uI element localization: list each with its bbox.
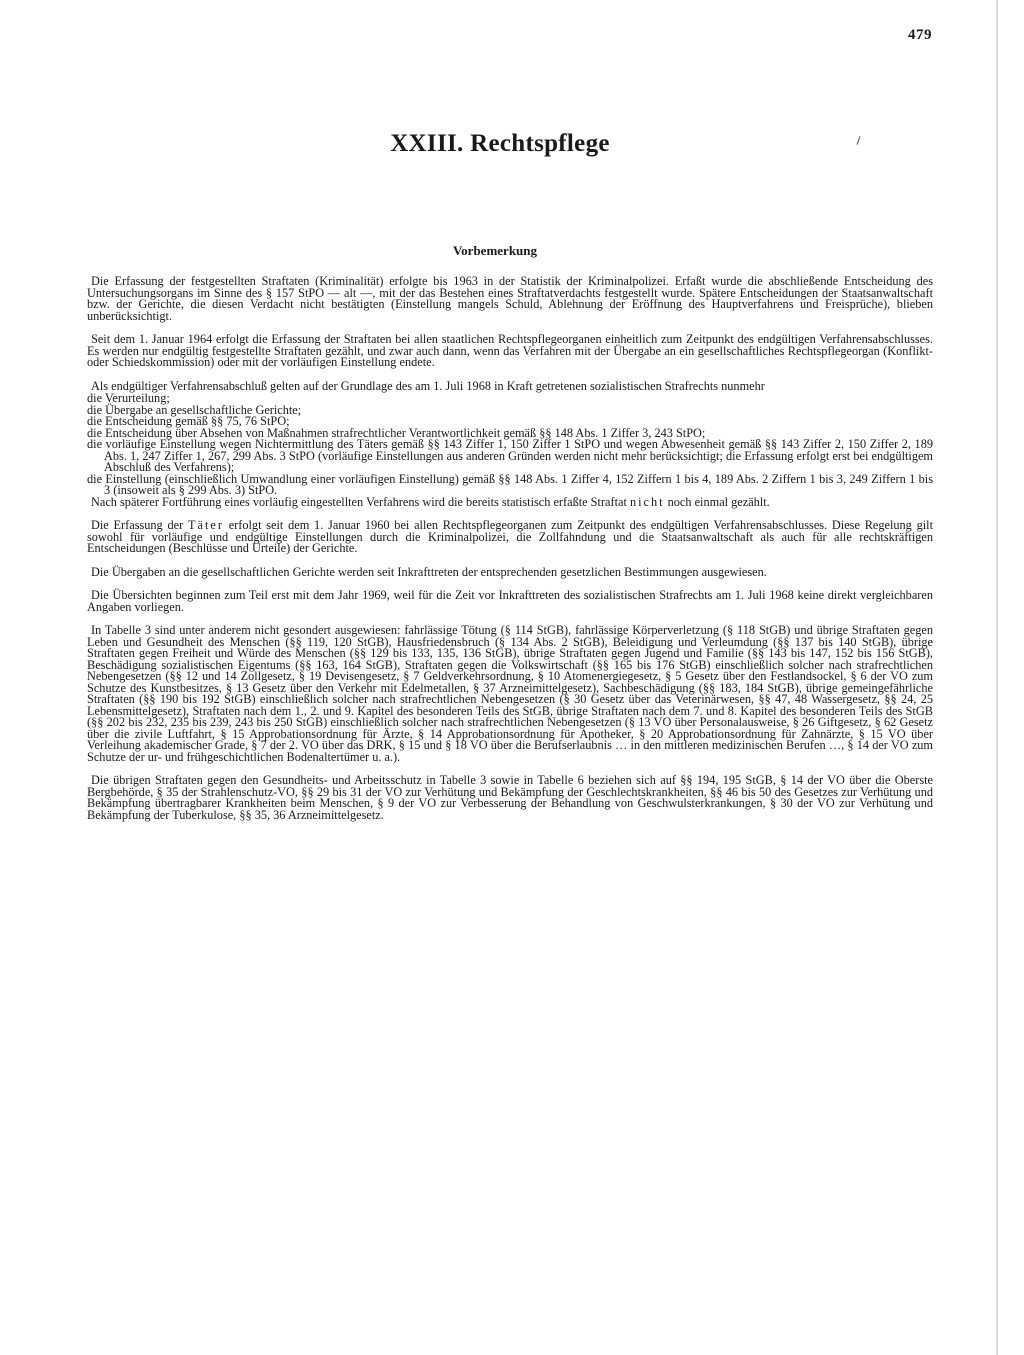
paragraph-8: In Tabelle 3 sind unter anderem nicht gesondert ausgewiesen: fahrlässige Tötung (§ 114 StGB), fahrlässige Körperverletzung (§ 118 StGB) und übrige Straftaten gegen Leben und Gesundheit des Menschen (§§ 119, 120 StGB), Hausfriedensbruch (§ 134 Abs. 2 StGB), Beleidigung und Verleumdung (§§ 137 bis 140 StGB), übrige Straftaten gegen Freiheit und Würde des Menschen (§§ 129 bis 133, 135, 136 StGB), übrige Straftaten gegen Jugend und Familie (§§ 143 bis 147, 152 bis 156 StGB), Beschädigung sozialistischen Eigentums (§§ 163, 164 StGB), Straftaten gegen die Volkswirtschaft (§§ 165 bis 176 StGB) einschließlich solcher nach strafrechtlichen Nebengesetzen (§§ 12 und 14 Zollgesetz, § 19 Devisengesetz, § 7 Geldverkehrsordnung, § 10 Atomenergiegesetz, § 5 Gesetz über den Festlandsockel, § 6 der VO zum Schutze des Kunstbesitzes, § 13 Gesetz über den Verkehr mit Edelmetallen, § 37 Arzneimittelgesetz), Sachbeschädigung (§§ 183, 184 StGB), übrige gemeingefährliche Straftaten (§§ 190 bis 192 StGB) einschließlich solcher nach strafrechtlichen Nebengesetzen (§ 30 Gesetz über das Veterinärwesen, §§ 47, 48 Wassergesetz, §§ 24, 25 Lebensmittelgesetz), Straftaten nach dem 1., 2. und 9. Kapitel des besonderen Teils des StGB, übrige Straftaten nach dem 7. und 8. Kapitel des besonderen Teils des StGB (§§ 202 bis 232, 235 bis 239, 243 bis 250 StGB) einschließlich solcher nach strafrechtlichen Nebengesetzen (§ 13 VO über Personalausweise, § 26 Giftgesetz, § 62 Gesetz über die zivile Luftfahrt, § 15 Approbationsordnung für Ärzte, § 14 Approbationsordnung für Apotheker, § 20 Approbationsordnung für Zahnärzte, § 15 VO über Verleihung akademischer Grade, § 7 der 2. VO über das DRK, § 15 und § 18 VO über die Berufserlaubnis … in den mittleren medizinischen Berufen …, § 14 der VO zum Schutze der ur- und frühgeschichtlichen Bodenaltertümer u. a.). bbox=[87, 623, 933, 764]
list-item: die Übergabe an gesellschaftliche Gerichte; bbox=[87, 402, 302, 417]
paragraph-7: Die Übersichten beginnen zum Teil erst mit dem Jahr 1969, weil für die Zeit vor Inkrafttreten des sozialistischen Strafrechts am 1. Juli 1968 keine direkt vergleichbaren Angaben vorliegen. bbox=[87, 588, 933, 614]
paragraph-4-start: Nach späterer Fortführung eines vorläufig eingestellten Verfahrens wird die bereits statistisch erfaßte Straftat bbox=[91, 494, 627, 509]
paragraph-4-emphasis: nicht bbox=[629, 494, 665, 509]
paragraph-2: Seit dem 1. Januar 1964 erfolgt die Erfassung der Straftaten bei allen staatlichen Rechtspflegeorganen einheitlich zum Zeitpunkt des endgültigen Verfahrensabschlusses. Es werden nur endgültig festgestellte Straftaten gezählt, und zwar auch dann, wenn das Verfahren mit der Übergabe an ein gesellschaftliches Rechtspflegeorgan (Konflikt- oder Schiedskommission) oder mit der vorläufigen Einstellung endete. bbox=[87, 332, 933, 369]
paragraph-9: Die übrigen Straftaten gegen den Gesundheits- und Arbeitsschutz in Tabelle 3 sowie in Tabelle 6 beziehen sich auf §§ 194, 195 StGB, § 14 der VO über die Oberste Bergbehörde, § 35 der Strahlenschutz-VO, §§ 29 bis 31 der VO zur Verhütung und Bekämpfung der Geschlechtskrankheiten, §§ 46 bis 50 des Gesetzes zur Verhütung und Bekämpfung übertragbarer Krankheiten beim Menschen, § 9 der VO zur Verbesserung der Behandlung von Geschwulsterkrankungen, § 30 der VO zur Verhütung und Bekämpfung der Tuberkulose, §§ 35, 36 Arzneimittelgesetz. bbox=[87, 773, 933, 822]
paragraph-5-emphasis: Täter bbox=[187, 518, 224, 532]
paragraph-6: Die Übergaben an die gesellschaftlichen Gerichte werden seit Inkrafttreten der entsprechenden gesetzlichen Bestimmungen ausgewiesen. bbox=[91, 564, 767, 579]
list-item: die Einstellung (einschließlich Umwandlung einer vorläufigen Einstellung) gemäß §§ 148 Abs. 1 Ziffer 4, 152 Ziffern 1 bis 4, 189 Abs. 2 Ziffern 1 bis 3, 249 Ziffern 1 bis 3 (insoweit als § 299 Abs. 3) StPO. bbox=[87, 471, 933, 497]
document-body bbox=[87, 276, 933, 833]
page-number: 479 bbox=[908, 27, 932, 43]
section-title: Vorbemerkung bbox=[452, 243, 538, 258]
list-item: die Entscheidung über Absehen von Maßnahmen strafrechtlicher Verantwortlichkeit gemäß §§ 148 Abs. 1 Ziffer 3, 243 StPO; bbox=[87, 425, 706, 440]
chapter-title: XXIII. Rechtspflege bbox=[390, 130, 610, 157]
paragraph-5-end: erfolgt seit dem 1. Januar 1960 bei allen Rechtspflegeorganen zum Zeitpunkt des endgültigen Verfahrensabschlusses. Diese Regelung gilt sowohl für vorläufige und endgültige Einstellungen durch die Kriminalpolizei, die Zollfahndung und die Staatsanwaltschaft als auch für alle rechtskräftigen Entscheidungen (Beschlüsse und Urteile) der Gerichte. bbox=[87, 518, 934, 555]
paragraph-3: Als endgültiger Verfahrensabschluß gelten auf der Grundlage des am 1. Juli 1968 in Kraft getretenen sozialistischen Strafrechts nunmehr bbox=[91, 378, 765, 393]
scan-edge-line bbox=[996, 0, 998, 1355]
paragraph-4 bbox=[87, 494, 933, 509]
paragraph-5-start: Die Erfassung der bbox=[91, 518, 184, 532]
list-item: die Verurteilung; bbox=[87, 391, 170, 405]
list-item: die Entscheidung gemäß §§ 75, 76 StPO; bbox=[87, 414, 290, 428]
procedure-list bbox=[87, 393, 933, 497]
list-item: die vorläufige Einstellung wegen Nichtermittlung des Täters gemäß §§ 143 Ziffer 1, 150 Ziffer 1 StPO und wegen Abwesenheit gemäß §§ 143 Ziffer 2, 150 Ziffer 2, 189 Abs. 1, 247 Ziffer 1, 267, 299 Abs. 3 StPO (vorläufige Einstellungen aus anderen Gründen werden nicht mehr berücksichtigt; die Erfassung erfolgt erst bei endgültigem Abschluß des Verfahrens); bbox=[87, 437, 933, 474]
paragraph-5 bbox=[87, 520, 933, 555]
paragraph-4-end: noch einmal gezählt. bbox=[667, 494, 770, 509]
paragraph-1: Die Erfassung der festgestellten Straftaten (Kriminalität) erfolgte bis 1963 in der Statistik der Kriminalpolizei. Erfaßt wurde die abschließende Entscheidung des Untersuchungsorgans im Sinne des § 157 StPO — alt —, mit der das Bestehen eines Straftatverdachts festgestellt wurde. Spätere Entscheidungen der Staatsanwaltschaft bzw. der Gerichte, die diesen Verdacht nicht bestätigten (Einstellung mangels Schuld, Ablehnung der Eröffnung des Hauptverfahrens und Freisprüche), blieben unberücksichtigt. bbox=[87, 274, 933, 323]
